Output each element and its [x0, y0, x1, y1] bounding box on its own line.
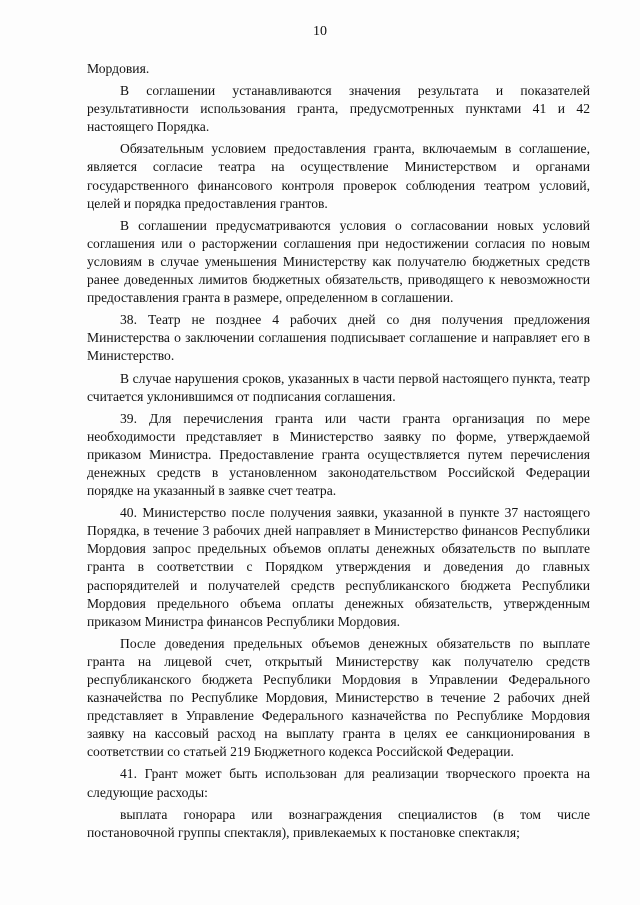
paragraph-continuation: Мордовия. — [87, 61, 150, 76]
paragraph-mandatory-condition: Обязательным условием предоставления гранта, включаемым в соглашение, является согласие театра на осуществление Министерством и органами государственного финансового контроля проверок соблюдения театром условий, целей и порядка предоставления грантов. — [87, 141, 590, 211]
paragraph-new-conditions: В соглашении предусматриваются условия о согласовании новых условий соглашения или о расторжении соглашения при недостижении согласия по новым условиям в случае уменьшения Министерству как получателю бюджетных средств ранее доведенных лимитов бюджетных обязательств, приводящего к невозможности предоставления гранта в размере, определенном в соглашении. — [87, 217, 590, 306]
paragraph-treasury-request: После доведения предельных объемов денежных обязательств по выплате гранта на лицевой счет, открытый Министерству как получателю средств республиканского бюджета Республики Мордовия в Управлении Федерального казначейства по Республике Мордовия, Министерство в течение 2 рабочих дней представляет в Управление Федерального казначейства по Республике Мордовия заявку на кассовый расход на выплату гранта в целях ее санкционирования в соответствии со статьей 219 Бюджетного кодекса Российской Федерации. — [87, 635, 590, 760]
paragraph-item-38: 38. Театр не позднее 4 рабочих дней со дня получения предложения Министерства о заключении соглашения подписывает соглашение и направляет его в Министерство. — [87, 312, 590, 364]
paragraph-item-41: 41. Грант может быть использован для реализации творческого проекта на следующие расходы: — [87, 766, 590, 800]
paragraph-agreement-indicators: В соглашении устанавливаются значения результата и показателей результативности использования гранта, предусмотренных пунктами 41 и 42 настоящего Порядка. — [87, 83, 590, 135]
document-body — [87, 60, 590, 846]
paragraph-deadline-violation: В случае нарушения сроков, указанных в части первой настоящего пункта, театр считается уклонившимся от подписания соглашения. — [87, 370, 590, 404]
paragraph-item-40: 40. Министерство после получения заявки, указанной в пункте 37 настоящего Порядка, в течение 3 рабочих дней направляет в Министерство финансов Республики Мордовия запрос предельных объемов оплаты денежных обязательств по выплате гранта в соответствии с Порядком утверждения и доведения до главных распорядителей и получателей средств республиканского бюджета Республики Мордовия предельного объема оплаты денежных обязательств, утвержденным приказом Министра финансов Республики Мордовия. — [87, 505, 590, 629]
paragraph-item-39: 39. Для перечисления гранта или части гранта организация по мере необходимости представляет в Министерство заявку по форме, утверждаемой приказом Министра. Предоставление гранта осуществляется путем перечисления денежных средств в установленном законодательством Российской Федерации порядке на указанный в заявке счет театра. — [87, 410, 590, 499]
paragraph-expense-fees: выплата гонорара или вознаграждения специалистов (в том числе постановочной группы спектакля), привлекаемых к постановке спектакля; — [87, 806, 590, 840]
page-number: 10 — [313, 24, 327, 39]
